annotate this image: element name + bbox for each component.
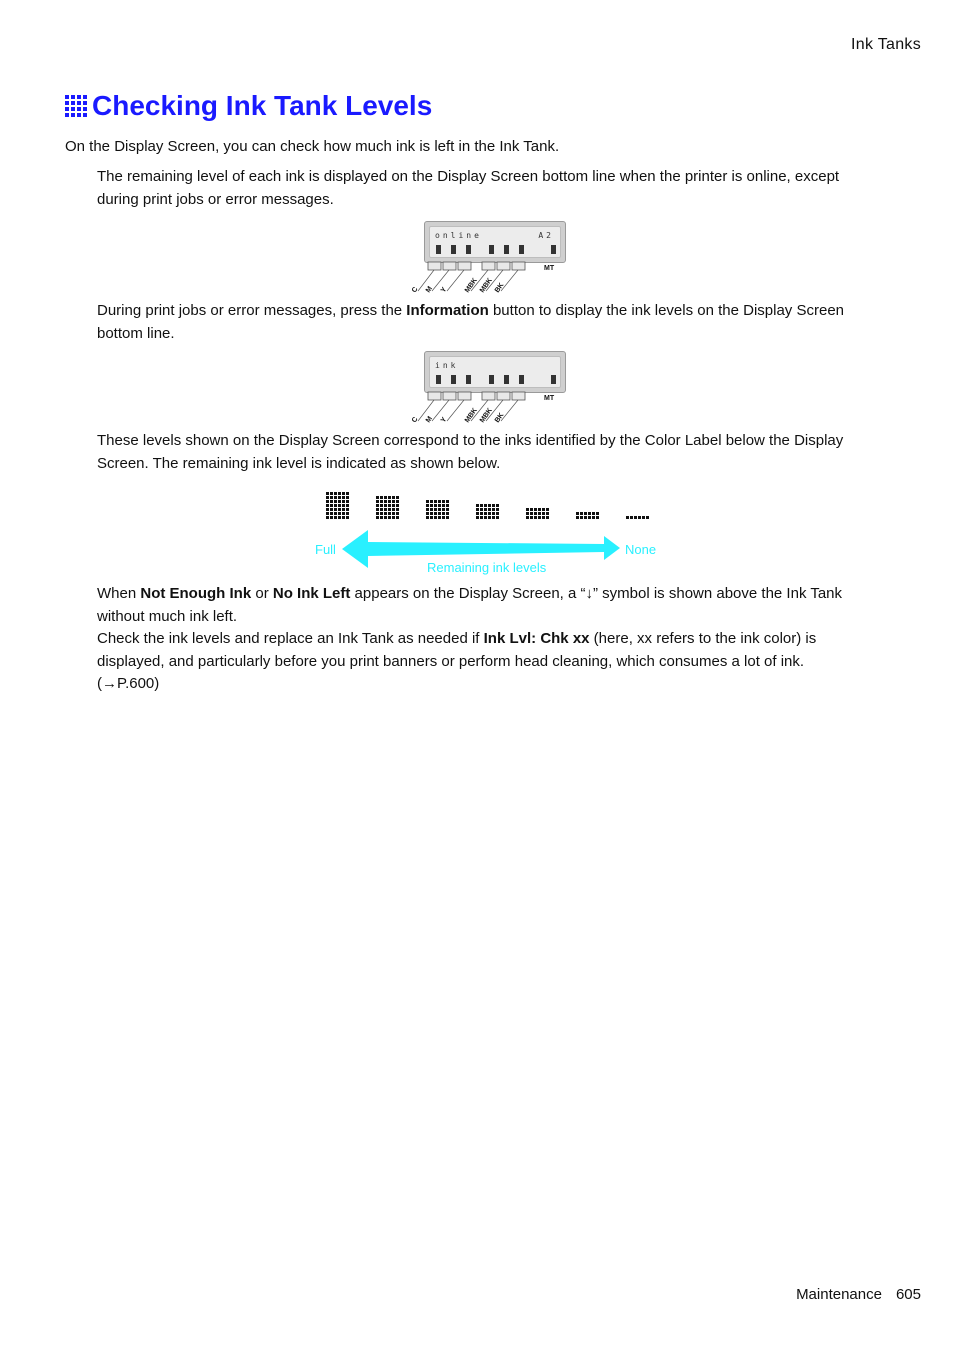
ink-level-icon-1 (326, 492, 349, 519)
remaining-levels-caption: Remaining ink levels (427, 560, 547, 575)
ink-level-icon-2 (376, 496, 399, 519)
intro-paragraph: On the Display Screen, you can check how much ink is left in the Ink Tank. (65, 138, 560, 155)
ink-label-y: Y (439, 416, 449, 425)
ink-level-icon-5 (526, 508, 549, 519)
page-footer (782, 1286, 921, 1303)
running-header: Ink Tanks (851, 36, 921, 53)
paragraph-information-button: During print jobs or error messages, press the Information button to display the ink levels on the Display Screen bottom line. (97, 302, 844, 342)
ink-level-icon-4 (476, 504, 499, 519)
ink-level-icon-6 (576, 512, 599, 519)
section-heading (65, 88, 432, 124)
ink-label-y: Y (439, 286, 449, 295)
ink-label-mt: MT (544, 265, 555, 272)
ink-label-bk: BK (493, 411, 506, 425)
ink-label-bk: BK (493, 281, 506, 295)
color-label-strip (410, 261, 570, 297)
ink-label-m: M (424, 285, 434, 295)
page-number: 605 (895, 1286, 921, 1303)
grid-bullet-icon (65, 95, 87, 117)
none-label: None (625, 542, 657, 557)
paragraph-online-levels: The remaining level of each ink is displayed on the Display Screen bottom line when the printer is online, except during print jobs or error messages. (97, 168, 840, 208)
ink-label-mbk-2: MBK (478, 277, 494, 295)
ink-label-mbk-2: MBK (478, 407, 494, 425)
ink-label-mbk-1: MBK (463, 407, 479, 425)
lcd-ink-figure (410, 351, 566, 425)
page-title: Checking Ink Tank Levels (92, 90, 433, 121)
paragraph-color-label: These levels shown on the Display Screen correspond to the inks identified by the Color Label below the Display Screen. The remaining ink level is indicated as shown below. (97, 432, 844, 472)
lcd-ink-bars (430, 357, 560, 387)
paragraph-low-ink-symbol: When Not Enough Ink or No Ink Left appears on the Display Screen, a “↓” symbol is shown above the Ink Tank without much ink left. (97, 585, 843, 625)
ink-level-scale-figure (312, 482, 662, 577)
display-screen (424, 351, 566, 393)
lcd-online-figure (410, 221, 566, 295)
ink-level-icon-3 (426, 500, 449, 519)
footer-section: Maintenance (796, 1286, 882, 1303)
display-screen (424, 221, 566, 263)
ink-label-mbk-1: MBK (463, 277, 479, 295)
lcd-paper-size: A2 (538, 231, 554, 240)
lcd-top-line: online (435, 231, 482, 240)
full-label: Full (315, 542, 336, 557)
ink-label-mt: MT (544, 395, 555, 402)
lcd-ink-bars (430, 227, 560, 257)
ink-label-c: C (410, 415, 420, 425)
ink-level-icon-7 (626, 516, 649, 519)
ink-level-icons (326, 492, 649, 519)
ink-label-c: C (410, 285, 420, 295)
color-label-strip (410, 391, 570, 427)
paragraph-check-levels: Check the ink levels and replace an Ink Tank as needed if Ink Lvl: Chk xx (here, xx refers to the ink color) is displayed, and particularly before you print banners or perform head cleaning, which consumes a lot of ink. (→P.600) (97, 630, 817, 692)
ink-label-m: M (424, 415, 434, 425)
lcd-top-line: ink (435, 361, 459, 370)
